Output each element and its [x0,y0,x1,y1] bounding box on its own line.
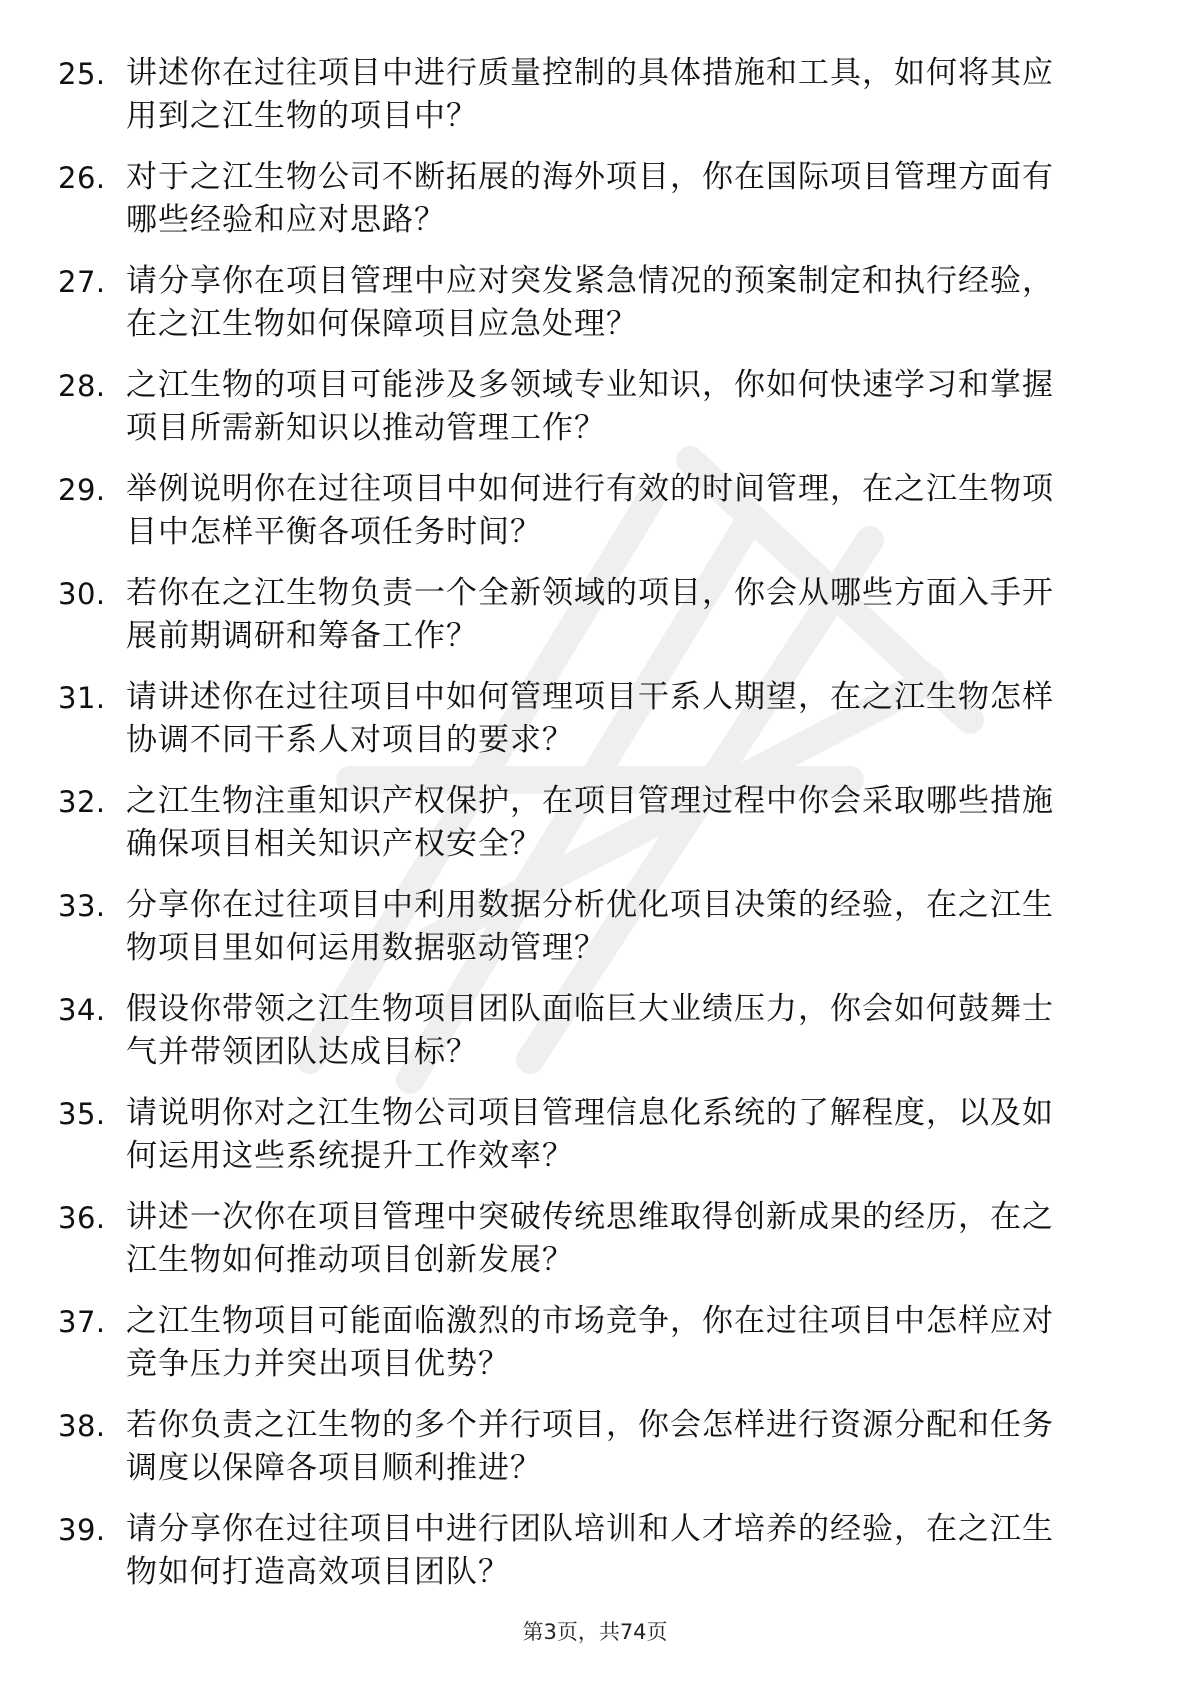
question-number: 27. [58,265,106,299]
question-number: 36. [58,1201,106,1235]
list-item [58,52,1118,156]
question-number: 28. [58,369,106,403]
question-number: 30. [58,577,106,611]
question-number: 32. [58,785,106,819]
list-item [58,1300,1118,1404]
list-item [58,364,1118,468]
question-text: 举例说明你在过往项目中如何进行有效的时间管理，在之江生物项目中怎样平衡各项任务时间？ [126,471,1054,550]
question-text: 假设你带领之江生物项目团队面临巨大业绩压力，你会如何鼓舞士气并带领团队达成目标？ [126,991,1054,1070]
question-text: 讲述一次你在项目管理中突破传统思维取得创新成果的经历，在之江生物如何推动项目创新发展？ [126,1199,1054,1278]
question-text: 若你负责之江生物的多个并行项目，你会怎样进行资源分配和任务调度以保障各项目顺利推进？ [126,1407,1054,1486]
question-text: 之江生物的项目可能涉及多领域专业知识，你如何快速学习和掌握项目所需新知识以推动管理工作？ [126,367,1054,446]
question-text: 若你在之江生物负责一个全新领域的项目，你会从哪些方面入手开展前期调研和筹备工作？ [126,575,1054,654]
list-item [58,1508,1118,1612]
list-item [58,780,1118,884]
page-number-footer: 第3页，共74页 [522,1620,668,1644]
question-number: 26. [58,161,106,195]
question-number: 38. [58,1409,106,1443]
question-number: 29. [58,473,106,507]
question-number: 33. [58,889,106,923]
question-text: 请分享你在过往项目中进行团队培训和人才培养的经验，在之江生物如何打造高效项目团队？ [126,1511,1054,1590]
question-text: 请讲述你在过往项目中如何管理项目干系人期望，在之江生物怎样协调不同干系人对项目的要求？ [126,679,1054,758]
question-text: 分享你在过往项目中利用数据分析优化项目决策的经验，在之江生物项目里如何运用数据驱动管理？ [126,887,1054,966]
question-text: 请说明你对之江生物公司项目管理信息化系统的了解程度，以及如何运用这些系统提升工作效率？ [126,1095,1054,1174]
question-text: 讲述你在过往项目中进行质量控制的具体措施和工具，如何将其应用到之江生物的项目中？ [126,55,1054,134]
question-text: 之江生物注重知识产权保护，在项目管理过程中你会采取哪些措施确保项目相关知识产权安全？ [126,783,1054,862]
question-number: 25. [58,57,106,91]
list-item [58,156,1118,260]
question-number: 35. [58,1097,106,1131]
question-number: 39. [58,1513,106,1547]
question-text: 请分享你在项目管理中应对突发紧急情况的预案制定和执行经验，在之江生物如何保障项目应急处理？ [126,263,1054,342]
list-item [58,260,1118,364]
list-item [58,468,1118,572]
question-number: 34. [58,993,106,1027]
list-item [58,1092,1118,1196]
list-item [58,676,1118,780]
question-text: 之江生物项目可能面临激烈的市场竞争，你在过往项目中怎样应对竞争压力并突出项目优势？ [126,1303,1054,1382]
question-number: 31. [58,681,106,715]
question-number: 37. [58,1305,106,1339]
list-item [58,1404,1118,1508]
list-item [58,988,1118,1092]
list-item [58,884,1118,988]
list-item [58,1196,1118,1300]
question-text: 对于之江生物公司不断拓展的海外项目，你在国际项目管理方面有哪些经验和应对思路？ [126,159,1054,238]
list-item [58,572,1118,676]
question-list [58,52,1118,1612]
